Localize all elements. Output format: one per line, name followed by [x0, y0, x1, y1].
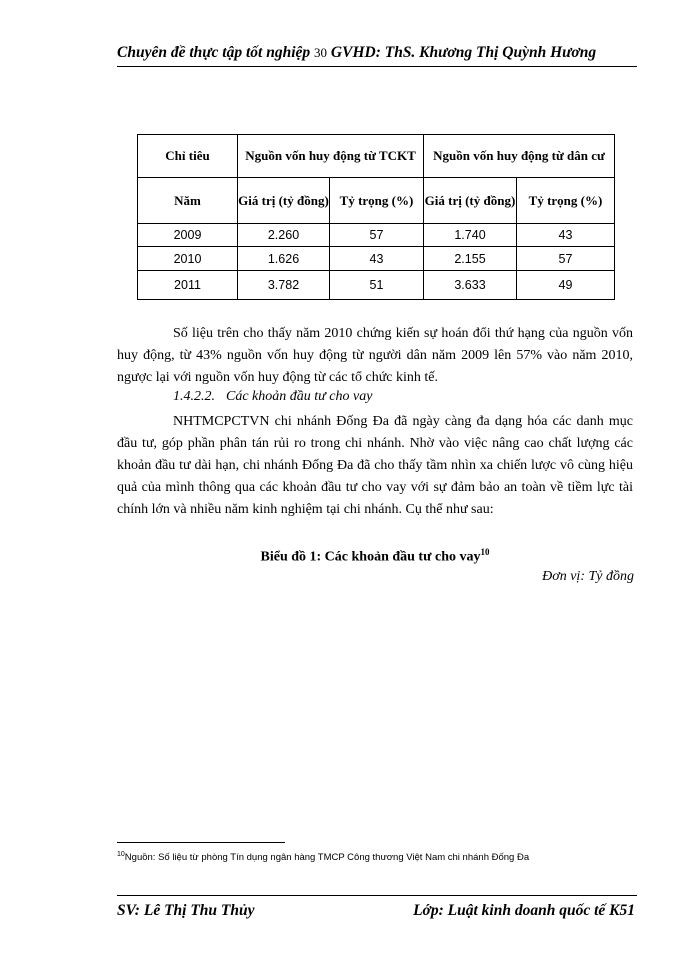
- sub-header-share-1: Tỷ trọng (%): [330, 178, 424, 224]
- cell: 2.260: [238, 224, 330, 247]
- paragraph-capital-shift: Số liệu trên cho thấy năm 2010 chứng kiến sự hoán đổi thứ hạng của nguồn vốn huy động, từ 43% nguồn vốn huy động từ người dân năm 2009 lên 57% vào năm 2010, ngược lại với nguồn vốn huy động từ các tổ chức kinh tế.: [117, 326, 633, 385]
- chart-caption-note-ref: 10: [480, 547, 490, 557]
- group-header-tckt: Nguồn vốn huy động từ TCKT: [238, 135, 424, 178]
- cell: 2.155: [424, 247, 517, 271]
- page-footer: [117, 902, 635, 920]
- table-row: [138, 224, 615, 247]
- table-row: [138, 271, 615, 300]
- footnote-ref: 10: [117, 851, 125, 858]
- row-year: 2009: [138, 224, 238, 247]
- footer-class: Lớp: Luật kinh doanh quốc tế K51: [413, 902, 635, 919]
- section-heading: [173, 389, 372, 405]
- sub-header-value-2: Giá trị (tỷ đồng): [424, 178, 517, 224]
- cell: 3.782: [238, 271, 330, 300]
- footnote-rule: [117, 842, 285, 843]
- cell: 51: [330, 271, 424, 300]
- paragraph-investments: NHTMCPCTVN chi nhánh Đống Đa đã ngày càng đa dạng hóa các danh mục đầu tư, góp phần phân tán rủi ro trong chi nhánh. Nhờ vào việc nâng cao chất lượng các khoản đầu tư dài hạn, chi nhánh Đống Đa đã cho thấy tầm nhìn xa chiến lược vô cùng hiệu quả của mình thông qua các khoản đầu tư cho vay với sự đảm bảo an toàn về tiềm lực tài chính lớn và nhiều năm kinh nghiệm tại chi nhánh. Cụ thể như sau:: [117, 414, 633, 517]
- cell: 43: [517, 224, 615, 247]
- header-supervisor: GVHD: ThS. Khương Thị Quỳnh Hương: [330, 44, 597, 61]
- chart-caption-text: Biểu đồ 1: Các khoản đầu tư cho vay: [260, 549, 481, 565]
- cell: 57: [517, 247, 615, 271]
- cell: 49: [517, 271, 615, 300]
- sub-header-value-1: Giá trị (tỷ đồng): [238, 178, 330, 224]
- row-year: 2010: [138, 247, 238, 271]
- page-header: [117, 44, 635, 62]
- table-corner-top: Chỉ tiêu: [138, 135, 238, 178]
- cell: 3.633: [424, 271, 517, 300]
- capital-table: [137, 134, 615, 300]
- footnote-text: Nguồn: Số liệu từ phòng Tín dụng ngân hàng TMCP Công thương Việt Nam chi nhánh Đống Đa: [124, 852, 530, 864]
- table-row: [138, 247, 615, 271]
- footnote: [117, 851, 529, 863]
- cell: 57: [330, 224, 424, 247]
- section-number: 1.4.2.2.: [173, 389, 215, 404]
- table-corner-bottom: Năm: [138, 178, 238, 224]
- page-number: 30: [314, 45, 328, 60]
- footer-rule: [117, 895, 637, 896]
- cell: 43: [330, 247, 424, 271]
- unit-label: Đơn vị: Tỷ đồng: [542, 569, 634, 584]
- cell: 1.626: [238, 247, 330, 271]
- header-doc-title: Chuyên đề thực tập tốt nghiệp: [117, 44, 311, 61]
- footer-student: SV: Lê Thị Thu Thủy: [117, 902, 255, 919]
- header-rule: [117, 66, 637, 67]
- sub-header-share-2: Tỷ trọng (%): [517, 178, 615, 224]
- group-header-dan-cu: Nguồn vốn huy động từ dân cư: [424, 135, 615, 178]
- chart-caption: [117, 547, 633, 566]
- section-title: Các khoản đầu tư cho vay: [226, 389, 373, 404]
- cell: 1.740: [424, 224, 517, 247]
- row-year: 2011: [138, 271, 238, 300]
